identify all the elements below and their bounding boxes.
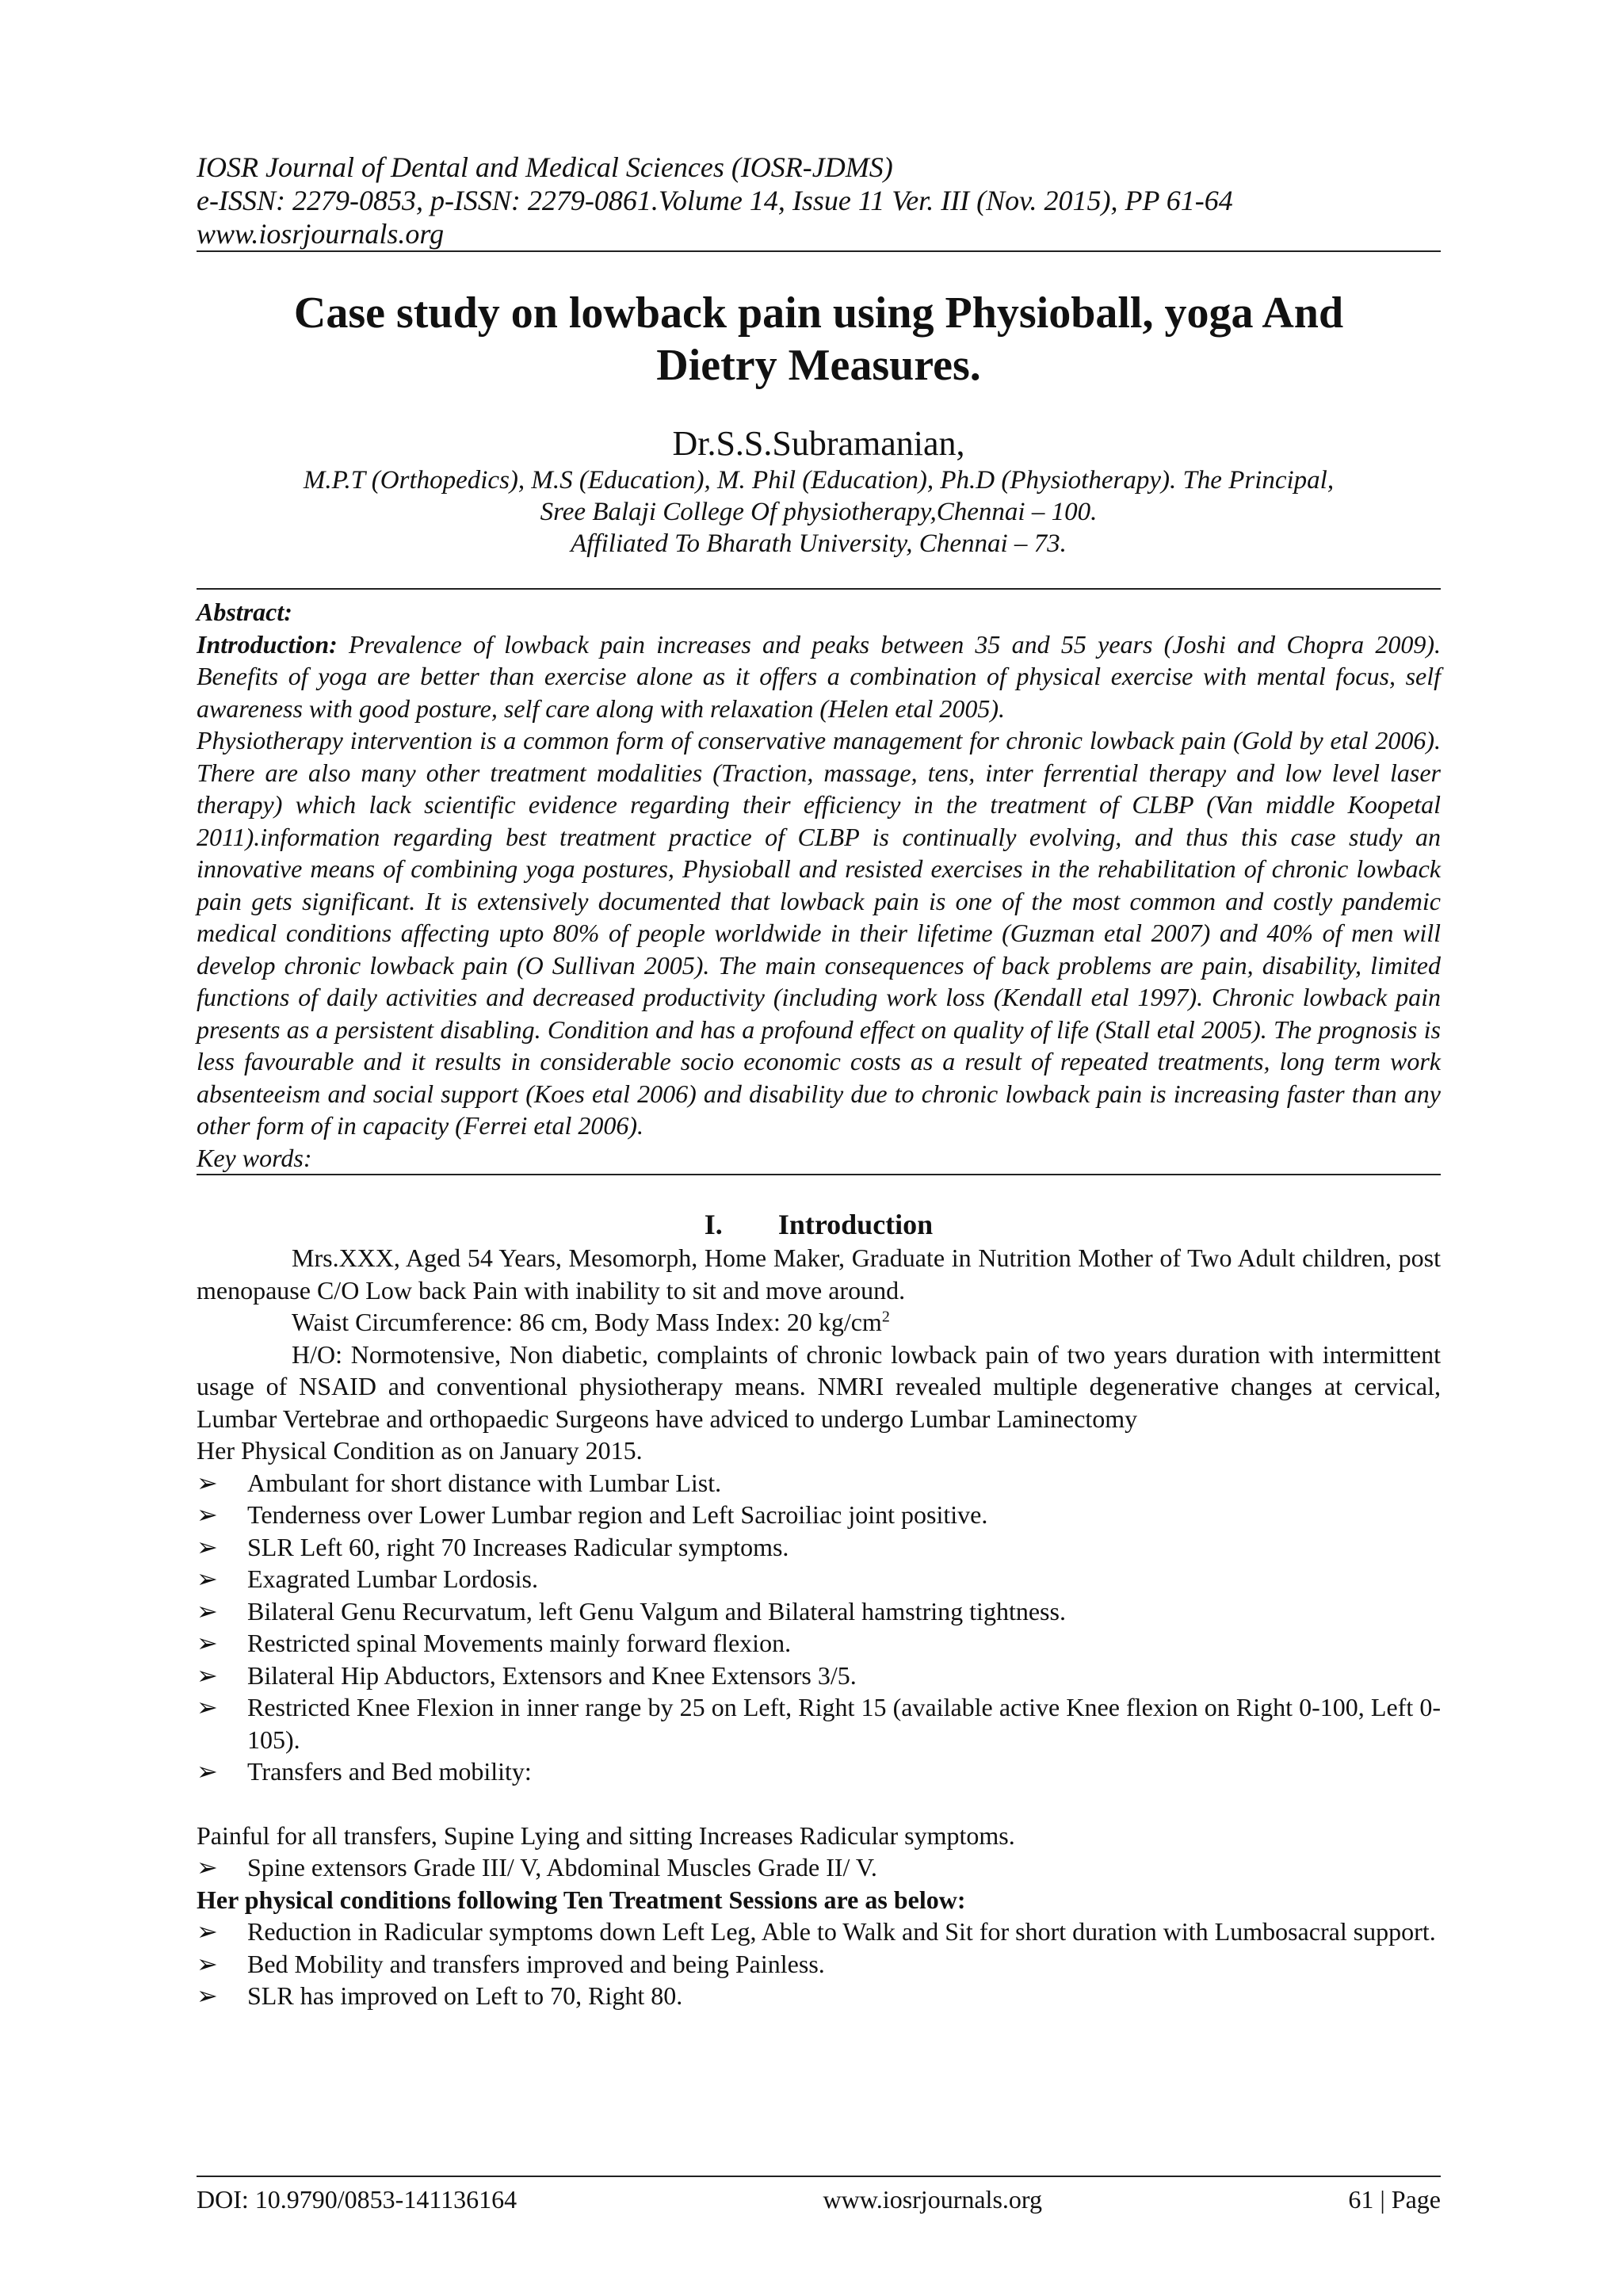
arrow-bullet-icon: ➢ (197, 1564, 218, 1593)
list-item: ➢ Ambulant for short distance with Lumbar List. (197, 1467, 1441, 1499)
header-rule (197, 250, 1441, 252)
treatment-outcome-heading: Her physical conditions following Ten Treatment Sessions are as below: (197, 1885, 966, 1914)
paper-title: Case study on lowback pain using Physioball, yoga And Dietry Measures. (293, 288, 1344, 390)
arrow-bullet-icon: ➢ (197, 1693, 218, 1721)
arrow-bullet-icon: ➢ (197, 1757, 218, 1786)
abstract-label: Abstract: (197, 598, 292, 626)
abstract-top-rule (197, 588, 1441, 590)
list-item: ➢ Reduction in Radicular symptoms down Left Leg, Able to Walk and Sit for short duration with Lumbosacral support. (197, 1916, 1441, 1948)
list-item: ➢ Bilateral Hip Abductors, Extensors and Knee Extensors 3/5. (197, 1660, 1441, 1692)
intro-paragraph-4: Her Physical Condition as on January 2015. (197, 1436, 643, 1465)
arrow-bullet-icon: ➢ (197, 1981, 218, 2010)
list-item: ➢ Bed Mobility and transfers improved and being Painless. (197, 1948, 1441, 1981)
abstract-para-1 (197, 628, 1441, 725)
section-number: I. (704, 1209, 723, 1240)
issn-line: e-ISSN: 2279-0853, p-ISSN: 2279-0861.Volume 14, Issue 11 Ver. III (Nov. 2015), PP 61-64 (197, 185, 1233, 216)
muscle-grade-list (197, 1851, 1441, 1884)
abstract-bottom-rule (197, 1174, 1441, 1175)
arrow-bullet-icon: ➢ (197, 1949, 218, 1978)
intro-paragraph-5: Painful for all transfers, Supine Lying and sitting Increases Radicular symptoms. (197, 1820, 1015, 1850)
author-affiliation: Affiliated To Bharath University, Chennai – 73. (571, 529, 1067, 558)
journal-header (197, 151, 1441, 250)
list-item: ➢ Bilateral Genu Recurvatum, left Genu Valgum and Bilateral hamstring tightness. (197, 1595, 1441, 1628)
abstract-para-1-text: Prevalence of lowback pain increases and peaks between 35 and 55 years (Joshi and Chopra 2009). Benefits of yoga are better than exercise alone as it offers a combination of physical exercise with mental focus, self awareness with good posture, self care along with relaxation (Helen etal 2005). (197, 629, 1441, 723)
section-title: Introduction (777, 1209, 934, 1240)
arrow-bullet-icon: ➢ (197, 1629, 218, 1657)
footer-website[interactable]: www.iosrjournals.org (823, 2185, 1042, 2214)
footer-page-number: 61 | Page (1348, 2185, 1441, 2214)
page-footer (197, 2176, 1441, 2215)
author-name: Dr.S.S.Subramanian, (672, 424, 965, 463)
arrow-bullet-icon: ➢ (197, 1660, 218, 1690)
intro-paragraph-2 (197, 1306, 1441, 1339)
footer-doi: DOI: 10.9790/0853-141136164 (197, 2185, 517, 2214)
intro-paragraph-3: H/O: Normotensive, Non diabetic, complaints of chronic lowback pain of two years duration with intermittent usage of NSAID and conventional physiotherapy means. NMRI revealed multiple degenerative changes at cervical, Lumbar Vertebrae and orthopaedic Surgeons have adviced to undergo Lumbar Laminectomy (197, 1339, 1441, 1433)
list-item: ➢ Transfers and Bed mobility: (197, 1755, 1441, 1788)
physical-condition-list (197, 1467, 1441, 1788)
arrow-bullet-icon: ➢ (197, 1468, 218, 1497)
arrow-bullet-icon: ➢ (197, 1917, 218, 1946)
abstract-para-2: Physiotherapy intervention is a common form of conservative management for chronic lowback pain (Gold by etal 2006). There are also many other treatment modalities (Traction, massage, tens, inter ferrential therapy and low level laser therapy) which lack scientific evidence regarding their efficiency in the treatment of CLBP (Van middle Koopetal 2011).information regarding best treatment practice of CLBP is continually evolving, and thus this case study an innovative means of combining yoga postures, Physioball and resisted exercises in the rehabilitation of chronic lowback pain gets significant. It is extensively documented that lowback pain is one of the most common and costly pandemic medical conditions affecting upto 80% of people worldwide in their lifetime (Guzman etal 2007) and 40% of men will develop chronic lowback pain (O Sullivan 2005). The main consequences of back problems are pain, disability, limited functions of daily activities and decreased productivity (including work loss (Kendall etal 1997). Chronic lowback pain presents as a persistent disabling. Condition and has a profound effect on quality of life (Stall etal 2005). The prognosis is less favourable and it results in considerable socio economic costs as a result of repeated treatments, long term work absenteeism and social support (Koes etal 2006) and disability due to chronic lowback pain is increasing faster than any other form of in capacity (Ferrei etal 2006). (197, 726, 1441, 1140)
abstract-intro-label: Introduction: (197, 629, 338, 659)
arrow-bullet-icon: ➢ (197, 1853, 218, 1881)
journal-name: IOSR Journal of Dental and Medical Sciences (IOSR-JDMS) (197, 151, 893, 183)
arrow-bullet-icon: ➢ (197, 1532, 218, 1561)
arrow-bullet-icon: ➢ (197, 1500, 218, 1529)
arrow-bullet-icon: ➢ (197, 1596, 218, 1626)
list-item: ➢ Restricted Knee Flexion in inner range by 25 on Left, Right 15 (available active Knee flexion on Right 0-100, Left 0-105). (197, 1693, 1441, 1754)
intro-paragraph-1: Mrs.XXX, Aged 54 Years, Mesomorph, Home Maker, Graduate in Nutrition Mother of Two Adult children, post menopause C/O Low back Pain with inability to sit and move around. (197, 1244, 1441, 1305)
measurements-text: Waist Circumference: 86 cm, Body Mass Index: 20 kg/cm (292, 1308, 882, 1336)
treatment-outcome-list (197, 1916, 1441, 2012)
journal-website[interactable]: www.iosrjournals.org (197, 218, 445, 250)
section-heading (197, 1207, 1441, 1242)
author-credentials: M.P.T (Orthopedics), M.S (Education), M. Phil (Education), Ph.D (Physiotherapy). The Principal, (303, 466, 1335, 495)
list-item: ➢ Spine extensors Grade III/ V, Abdominal Muscles Grade II/ V. (197, 1851, 1441, 1884)
list-item: ➢ SLR Left 60, right 70 Increases Radicular symptoms. (197, 1531, 1441, 1564)
keywords-label: Key words: (197, 1143, 312, 1172)
list-item: ➢ SLR has improved on Left to 70, Right 80. (197, 1980, 1441, 2012)
page (197, 151, 1441, 2012)
list-item: ➢ Exagrated Lumbar Lordosis. (197, 1563, 1441, 1595)
author-college: Sree Balaji College Of physiotherapy,Chennai – 100. (540, 498, 1098, 526)
list-item: ➢ Restricted spinal Movements mainly forward flexion. (197, 1627, 1441, 1660)
abstract (197, 596, 1441, 1174)
introduction-body (197, 1242, 1441, 2012)
superscript: 2 (881, 1308, 890, 1326)
list-item: ➢ Tenderness over Lower Lumbar region and Left Sacroiliac joint positive. (197, 1499, 1441, 1531)
